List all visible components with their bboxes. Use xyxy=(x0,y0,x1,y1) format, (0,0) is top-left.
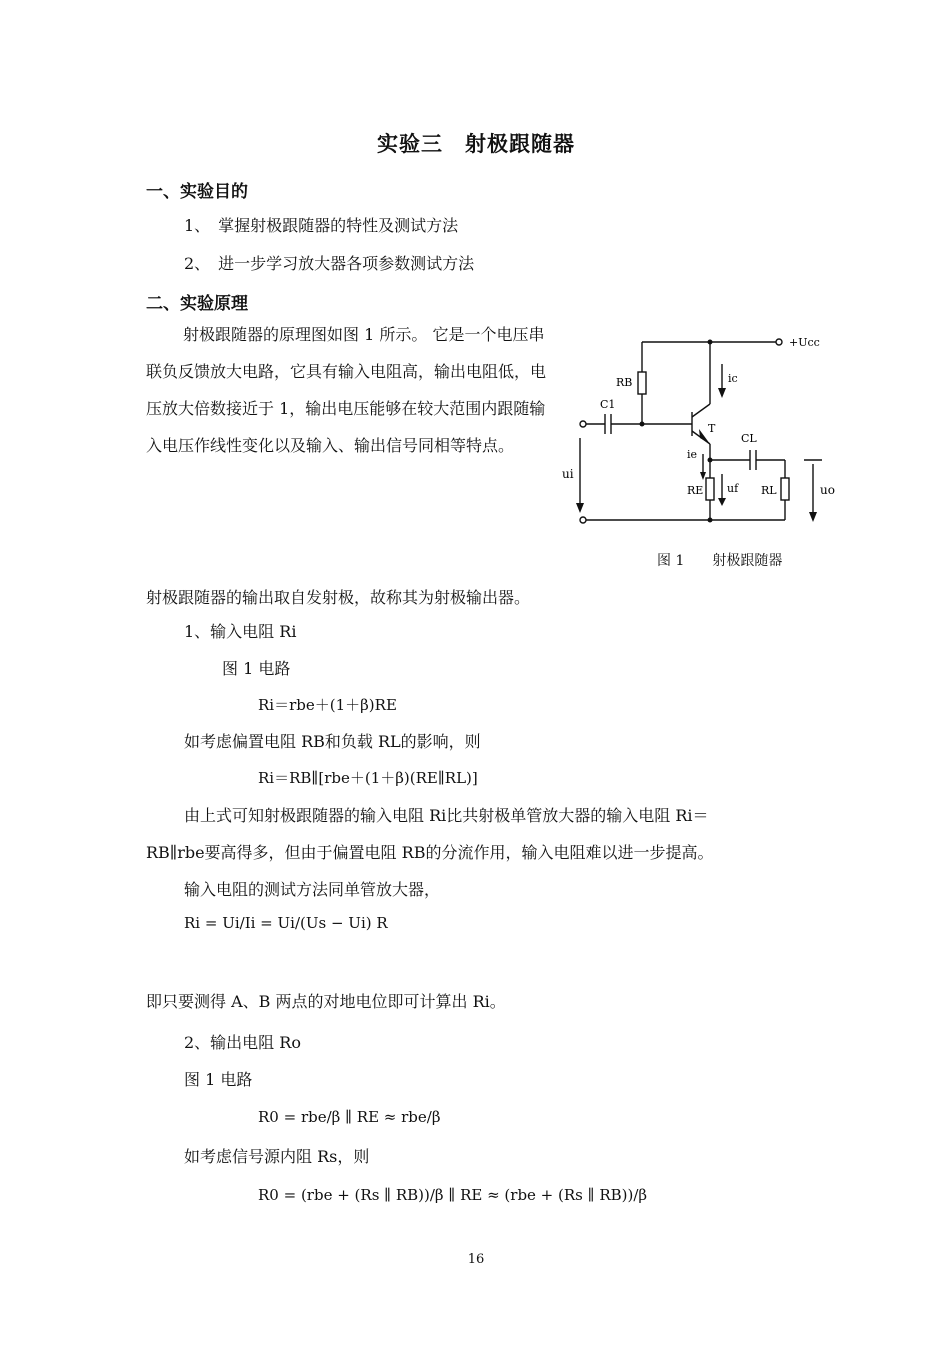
input-resistance-heading: 1、输入电阻 Ri xyxy=(184,622,297,641)
objective-item-2: 2、 进一步学习放大器各项参数测试方法 xyxy=(184,254,475,273)
ab-points-note: 即只要测得 A、B 两点的对地电位即可计算出 Ri。 xyxy=(146,992,506,1011)
comparison-text-2: RB∥rbe要高得多，但由于偏置电阻 RB的分流作用，输入电阻难以进一步提高。 xyxy=(146,843,714,862)
ic-label: ic xyxy=(728,372,738,385)
comparison-text-1: 由上式可知射极跟随器的输入电阻 Ri比共射极单管放大器的输入电阻 Ri＝ xyxy=(184,806,709,825)
cl-label: CL xyxy=(741,432,757,445)
ro-formula-with-source: R0 = (rbe + (Rs ∥ RB))/β ∥ RE ≈ (rbe + (Rs ∥ RB))/β xyxy=(258,1186,648,1204)
emitter-follower-circuit xyxy=(560,330,850,530)
ri-formula-with-load: Ri＝RB∥[rbe＋(1＋β)(RE∥RL)] xyxy=(258,769,478,787)
circuit-ref-2: 图 1 电路 xyxy=(184,1070,253,1089)
uf-label: uf xyxy=(727,482,739,495)
rl-label: RL xyxy=(761,484,777,497)
ri-formula: Ri＝rbe＋(1＋β)RE xyxy=(258,696,397,714)
t-label: T xyxy=(708,422,716,435)
bias-load-note: 如考虑偏置电阻 RB和负载 RL的影响，则 xyxy=(184,732,481,751)
source-resistance-note: 如考虑信号源内阻 Rs，则 xyxy=(184,1147,370,1166)
principle-intro: 射极跟随器的原理图如图 1 所示。 它是一个电压串联负反馈放大电路，它具有输入电阻高，输出电阻低，电压放大倍数接近于 1，输出电压能够在较大范围内跟随输入电压作线性变化以及输入、输出信号同相等特点。 xyxy=(146,325,547,455)
uo-label: uo xyxy=(820,483,835,497)
page-title: 实验三 射极跟随器 xyxy=(377,132,575,156)
c1-label: C1 xyxy=(600,398,616,411)
ro-formula: R0 = rbe/β ∥ RE ≈ rbe/β xyxy=(258,1108,441,1126)
rb-label: RB xyxy=(616,376,633,389)
output-resistance-heading: 2、输出电阻 Ro xyxy=(184,1033,301,1052)
ui-label: ui xyxy=(562,467,574,481)
output-note: 射极跟随器的输出取自发射极，故称其为射极输出器。 xyxy=(146,588,531,607)
re-label: RE xyxy=(687,484,704,497)
ucc-label: +Ucc xyxy=(789,336,820,349)
objective-item-1: 1、 掌握射极跟随器的特性及测试方法 xyxy=(184,216,459,235)
section1-heading: 一、实验目的 xyxy=(146,182,248,202)
page-number: 16 xyxy=(467,1252,485,1267)
ri-measure-formula: Ri = Ui/Ii = Ui/(Us − Ui) R xyxy=(184,914,388,932)
section2-heading: 二、实验原理 xyxy=(146,294,248,314)
ie-label: ie xyxy=(687,448,698,461)
test-method-text: 输入电阻的测试方法同单管放大器， xyxy=(184,880,441,899)
figure-caption: 图 1 射极跟随器 xyxy=(657,553,783,569)
circuit-ref-1: 图 1 电路 xyxy=(222,659,291,678)
